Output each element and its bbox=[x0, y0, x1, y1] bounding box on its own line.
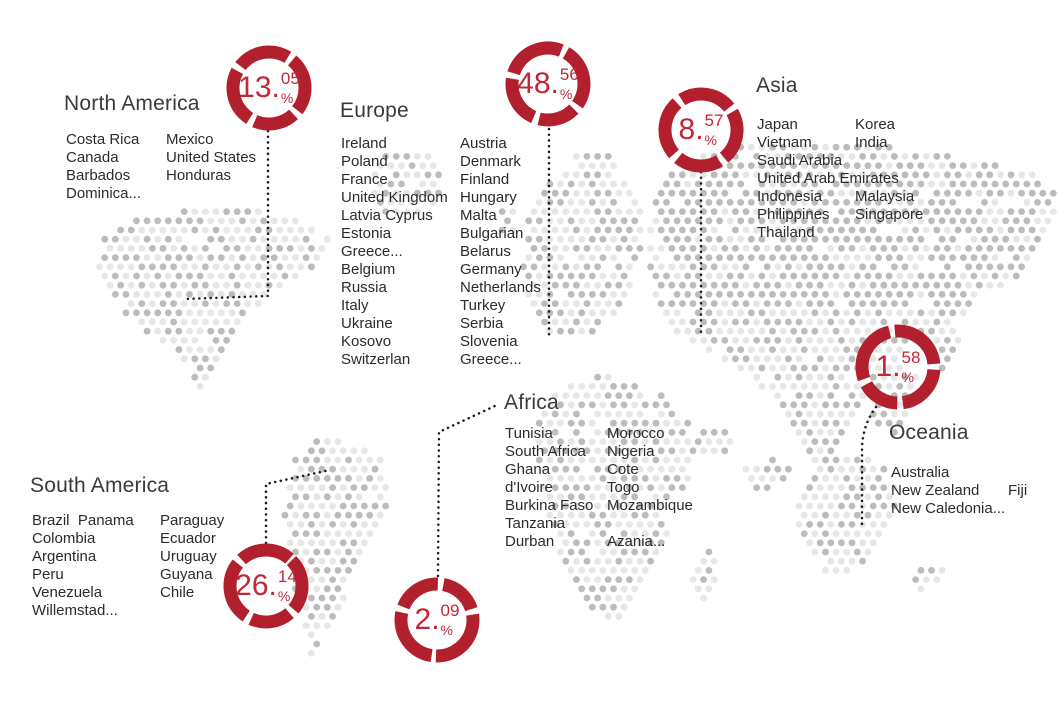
region-europe bbox=[340, 99, 541, 368]
country-label: Belarus bbox=[460, 243, 511, 260]
percent-sign: % bbox=[280, 90, 294, 106]
country-label: Kosovo bbox=[341, 333, 392, 350]
donut-value-north-america bbox=[225, 44, 313, 132]
donut-value-asia bbox=[657, 86, 745, 174]
country-list bbox=[607, 425, 693, 551]
country-label: Denmark bbox=[460, 153, 521, 170]
region-africa bbox=[504, 391, 693, 550]
country-label bbox=[1008, 500, 1027, 518]
region-title-south-america: South America bbox=[30, 474, 170, 497]
percent-integer: 2. bbox=[414, 603, 440, 636]
country-label: United Arab Emirates bbox=[757, 170, 899, 187]
country-list bbox=[460, 135, 541, 369]
percent-decimals: 56 bbox=[559, 65, 579, 84]
percent-sign: % bbox=[440, 622, 453, 638]
country-label: Belgium bbox=[341, 261, 396, 278]
percent-decimals: 14 bbox=[277, 567, 297, 586]
region-title-asia: Asia bbox=[756, 74, 798, 97]
region-north-america bbox=[64, 92, 257, 202]
donut-south-america bbox=[222, 542, 310, 630]
country-label: Barbados bbox=[66, 167, 131, 184]
region-title-north-america: North America bbox=[64, 92, 200, 115]
country-label: Malta bbox=[460, 207, 497, 224]
country-label: Mexico bbox=[166, 131, 214, 148]
donut-asia bbox=[657, 86, 745, 174]
country-label: Malaysia bbox=[855, 188, 915, 205]
country-label: Estonia bbox=[341, 225, 392, 242]
country-label: Venezuela bbox=[32, 584, 103, 601]
country-label: Tunisia bbox=[505, 425, 553, 442]
country-label: Brazil Panama bbox=[32, 512, 134, 529]
percent-integer: 13. bbox=[238, 71, 280, 104]
percent-integer: 26. bbox=[235, 569, 277, 602]
country-label: Serbia bbox=[460, 315, 504, 332]
country-label: Ecuador bbox=[160, 530, 216, 547]
percent-fraction bbox=[441, 603, 460, 637]
region-title-oceania: Oceania bbox=[889, 421, 969, 444]
country-list bbox=[891, 464, 1005, 518]
donut-value-south-america bbox=[222, 542, 310, 630]
country-list bbox=[1008, 464, 1027, 518]
country-label: Russia bbox=[341, 279, 387, 296]
country-label: Greece... bbox=[341, 243, 403, 260]
country-label: United States bbox=[166, 149, 257, 166]
country-label: Honduras bbox=[166, 167, 232, 184]
country-label: Poland bbox=[341, 153, 388, 170]
country-label: Italy bbox=[341, 297, 369, 314]
country-label: Cote bbox=[607, 461, 639, 478]
country-label: South Africa bbox=[505, 443, 586, 460]
country-label: Turkey bbox=[460, 297, 506, 314]
country-label: Netherlands bbox=[460, 279, 541, 296]
country-label bbox=[607, 515, 693, 533]
country-label: Mozambique bbox=[607, 497, 693, 514]
country-list bbox=[32, 512, 134, 620]
percent-decimals: 57 bbox=[704, 111, 724, 130]
country-label: Canada bbox=[66, 149, 119, 166]
percent-sign: % bbox=[559, 86, 573, 102]
percent-integer: 1. bbox=[875, 350, 901, 383]
country-label: New Caledonia... bbox=[891, 500, 1006, 517]
country-list bbox=[855, 116, 923, 242]
country-label bbox=[1008, 464, 1027, 482]
country-list bbox=[160, 512, 224, 602]
country-label: Indonesia bbox=[757, 188, 823, 205]
percent-decimals: 09 bbox=[440, 601, 460, 620]
country-label: Singapore bbox=[855, 206, 924, 223]
country-label: Ghana bbox=[505, 461, 551, 478]
percent-fraction bbox=[560, 67, 579, 101]
country-label: Thailand bbox=[757, 224, 815, 241]
country-label: Ireland bbox=[341, 135, 387, 152]
country-label: Durban bbox=[505, 533, 555, 550]
donut-africa bbox=[393, 576, 481, 664]
percent-sign: % bbox=[901, 369, 914, 385]
country-label: Azania... bbox=[607, 533, 666, 550]
donut-value-oceania bbox=[854, 323, 942, 411]
country-label: France bbox=[341, 171, 388, 188]
percent-sign: % bbox=[704, 132, 717, 148]
country-label: Bulgarian bbox=[460, 225, 524, 242]
country-label: Uruguay bbox=[160, 548, 217, 565]
leader-line-africa bbox=[438, 405, 497, 576]
country-label bbox=[855, 152, 923, 170]
region-oceania bbox=[889, 421, 1028, 517]
donut-value-africa bbox=[393, 576, 481, 664]
country-label: Nigeria bbox=[607, 443, 655, 460]
country-label: Ukraine bbox=[341, 315, 393, 332]
region-south-america bbox=[30, 474, 225, 619]
donut-value-europe bbox=[504, 40, 592, 128]
country-label: Morocco bbox=[607, 425, 665, 442]
country-label: Costa Rica bbox=[66, 131, 140, 148]
percent-decimals: 58 bbox=[901, 348, 921, 367]
percent-sign: % bbox=[277, 588, 291, 604]
percent-fraction bbox=[902, 350, 921, 384]
country-label: Greece... bbox=[460, 351, 522, 368]
country-label: New Zealand bbox=[891, 482, 980, 499]
percent-fraction bbox=[278, 569, 297, 603]
country-label: India bbox=[855, 134, 888, 151]
country-label: Finland bbox=[460, 171, 510, 188]
country-label: Chile bbox=[160, 584, 195, 601]
country-label: Guyana bbox=[160, 566, 213, 583]
country-label: Hungary bbox=[460, 189, 517, 206]
country-label: Germany bbox=[460, 261, 522, 278]
donut-north-america bbox=[225, 44, 313, 132]
donut-europe bbox=[504, 40, 592, 128]
region-asia bbox=[756, 74, 924, 241]
country-label: Burkina Faso bbox=[505, 497, 594, 514]
country-label: Togo bbox=[607, 479, 640, 496]
region-title-africa: Africa bbox=[504, 391, 559, 414]
country-label: Tanzania bbox=[505, 515, 566, 532]
country-list bbox=[505, 425, 593, 551]
country-label: Philippines bbox=[757, 206, 830, 223]
country-label: Vietnam bbox=[757, 134, 812, 151]
donut-oceania bbox=[854, 323, 942, 411]
country-label: Willemstad... bbox=[32, 602, 118, 619]
country-label: Australia bbox=[891, 464, 950, 481]
country-label: Paraguay bbox=[160, 512, 225, 529]
country-label: Colombia bbox=[32, 530, 96, 547]
region-title-europe: Europe bbox=[340, 99, 409, 122]
country-label bbox=[855, 224, 923, 242]
country-label: Switzerlan bbox=[341, 351, 411, 368]
country-label: United Kingdom bbox=[341, 189, 448, 206]
country-label: Saudi Arabia bbox=[757, 152, 843, 169]
country-label: Japan bbox=[757, 116, 798, 133]
country-label: d'Ivoire bbox=[505, 479, 553, 496]
percent-fraction bbox=[281, 71, 300, 105]
country-label: Korea bbox=[855, 116, 896, 133]
country-label: Dominica... bbox=[66, 185, 142, 202]
country-label: Latvia Cyprus bbox=[341, 207, 433, 224]
country-list bbox=[166, 131, 256, 185]
percent-integer: 8. bbox=[678, 113, 704, 146]
country-label: Slovenia bbox=[460, 333, 518, 350]
percent-integer: 48. bbox=[517, 67, 559, 100]
country-label bbox=[855, 170, 923, 188]
country-label: Fiji bbox=[1008, 482, 1028, 499]
percent-decimals: 05 bbox=[280, 69, 300, 88]
country-label: Austria bbox=[460, 135, 507, 152]
country-list bbox=[66, 131, 141, 203]
country-label: Peru bbox=[32, 566, 64, 583]
country-list bbox=[341, 135, 448, 369]
country-label: Argentina bbox=[32, 548, 97, 565]
percent-fraction bbox=[705, 113, 724, 147]
